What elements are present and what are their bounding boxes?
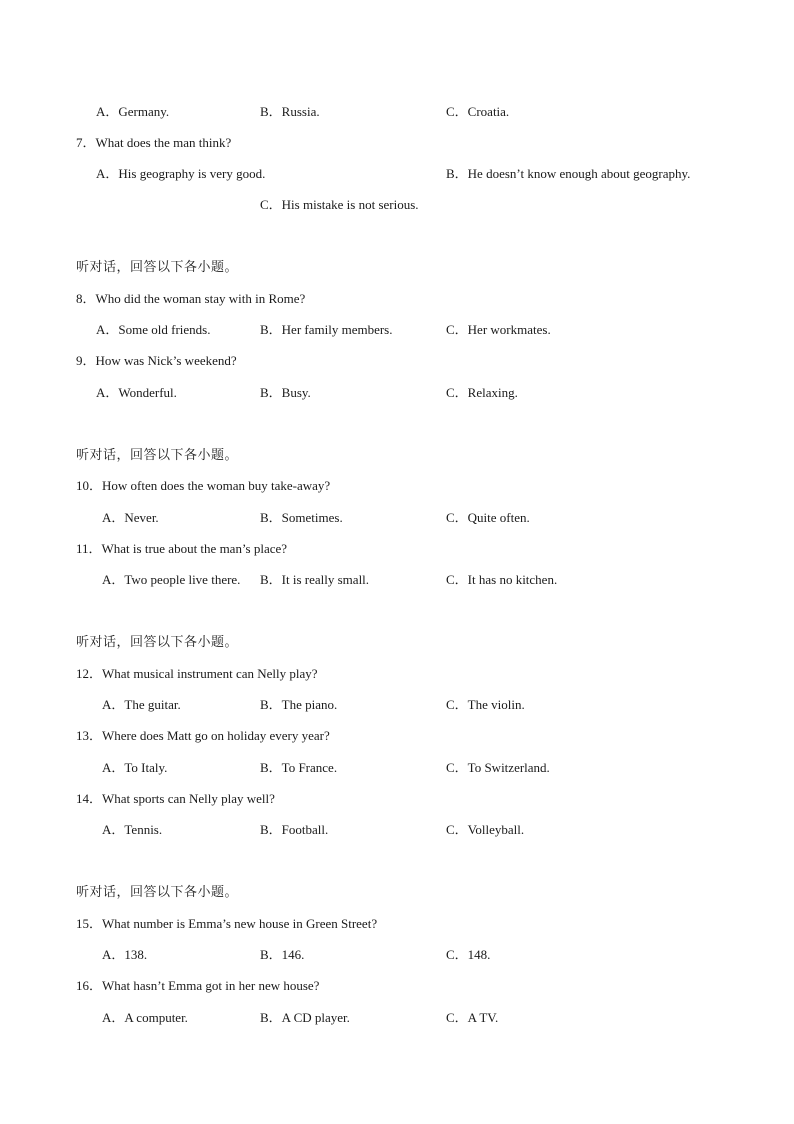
q14-question: 14．What sports can Nelly play well?: [76, 791, 275, 806]
q8-option-c: C．Her workmates.: [446, 322, 551, 337]
q15-option-a: A．138.: [102, 947, 148, 962]
section-instruction-2: 听对话，回答以下各小题。: [76, 447, 239, 462]
q6-option-b: B．Russia.: [260, 104, 320, 119]
q11-option-c: C．It has no kitchen.: [446, 572, 558, 587]
q12-option-a: A．The guitar.: [102, 697, 181, 712]
q13-option-a: A．To Italy.: [102, 760, 168, 775]
q10-option-c: C．Quite often.: [446, 510, 530, 525]
q12-question: 12．What musical instrument can Nelly play?: [76, 666, 318, 681]
q15-question: 15．What number is Emma’s new house in Green Street?: [76, 916, 378, 931]
q7-question: 7．What does the man think?: [76, 135, 232, 150]
section-instruction-4: 听对话，回答以下各小题。: [76, 884, 239, 899]
q13-question: 13．Where does Matt go on holiday every year?: [76, 728, 330, 743]
q12-option-c: C．The violin.: [446, 697, 525, 712]
q16-option-c: C．A TV.: [446, 1010, 499, 1025]
q14-option-c: C．Volleyball.: [446, 822, 525, 837]
q11-question: 11．What is true about the man’s place?: [76, 541, 288, 556]
q13-option-b: B．To France.: [260, 760, 338, 775]
q15-option-b: B．146.: [260, 947, 305, 962]
q7-option-c: C．His mistake is not serious.: [260, 197, 419, 212]
section-instruction-1: 听对话，回答以下各小题。: [76, 259, 239, 274]
q16-option-a: A．A computer.: [102, 1010, 188, 1025]
q11-option-a: A．Two people live there.: [102, 572, 241, 587]
q16-option-b: B．A CD player.: [260, 1010, 350, 1025]
section-instruction-3: 听对话，回答以下各小题。: [76, 634, 239, 649]
q13-option-c: C．To Switzerland.: [446, 760, 550, 775]
q15-option-c: C．148.: [446, 947, 491, 962]
q7-option-a: A．His geography is very good.: [96, 166, 266, 181]
q10-question: 10．How often does the woman buy take-away?: [76, 478, 331, 493]
q7-option-b: B．He doesn’t know enough about geography.: [446, 166, 691, 181]
q11-option-b: B．It is really small.: [260, 572, 370, 587]
q9-question: 9．How was Nick’s weekend?: [76, 353, 237, 368]
q8-question: 8．Who did the woman stay with in Rome?: [76, 291, 306, 306]
q6-option-c: C．Croatia.: [446, 104, 510, 119]
q14-option-b: B．Football.: [260, 822, 329, 837]
q10-option-b: B．Sometimes.: [260, 510, 343, 525]
q10-option-a: A．Never.: [102, 510, 159, 525]
q8-option-b: B．Her family members.: [260, 322, 393, 337]
q8-option-a: A．Some old friends.: [96, 322, 211, 337]
q12-option-b: B．The piano.: [260, 697, 338, 712]
q14-option-a: A．Tennis.: [102, 822, 163, 837]
q9-option-c: C．Relaxing.: [446, 385, 518, 400]
q9-option-b: B．Busy.: [260, 385, 311, 400]
q16-question: 16．What hasn’t Emma got in her new house?: [76, 978, 320, 993]
q6-option-a: A．Germany.: [96, 104, 170, 119]
q9-option-a: A．Wonderful.: [96, 385, 177, 400]
